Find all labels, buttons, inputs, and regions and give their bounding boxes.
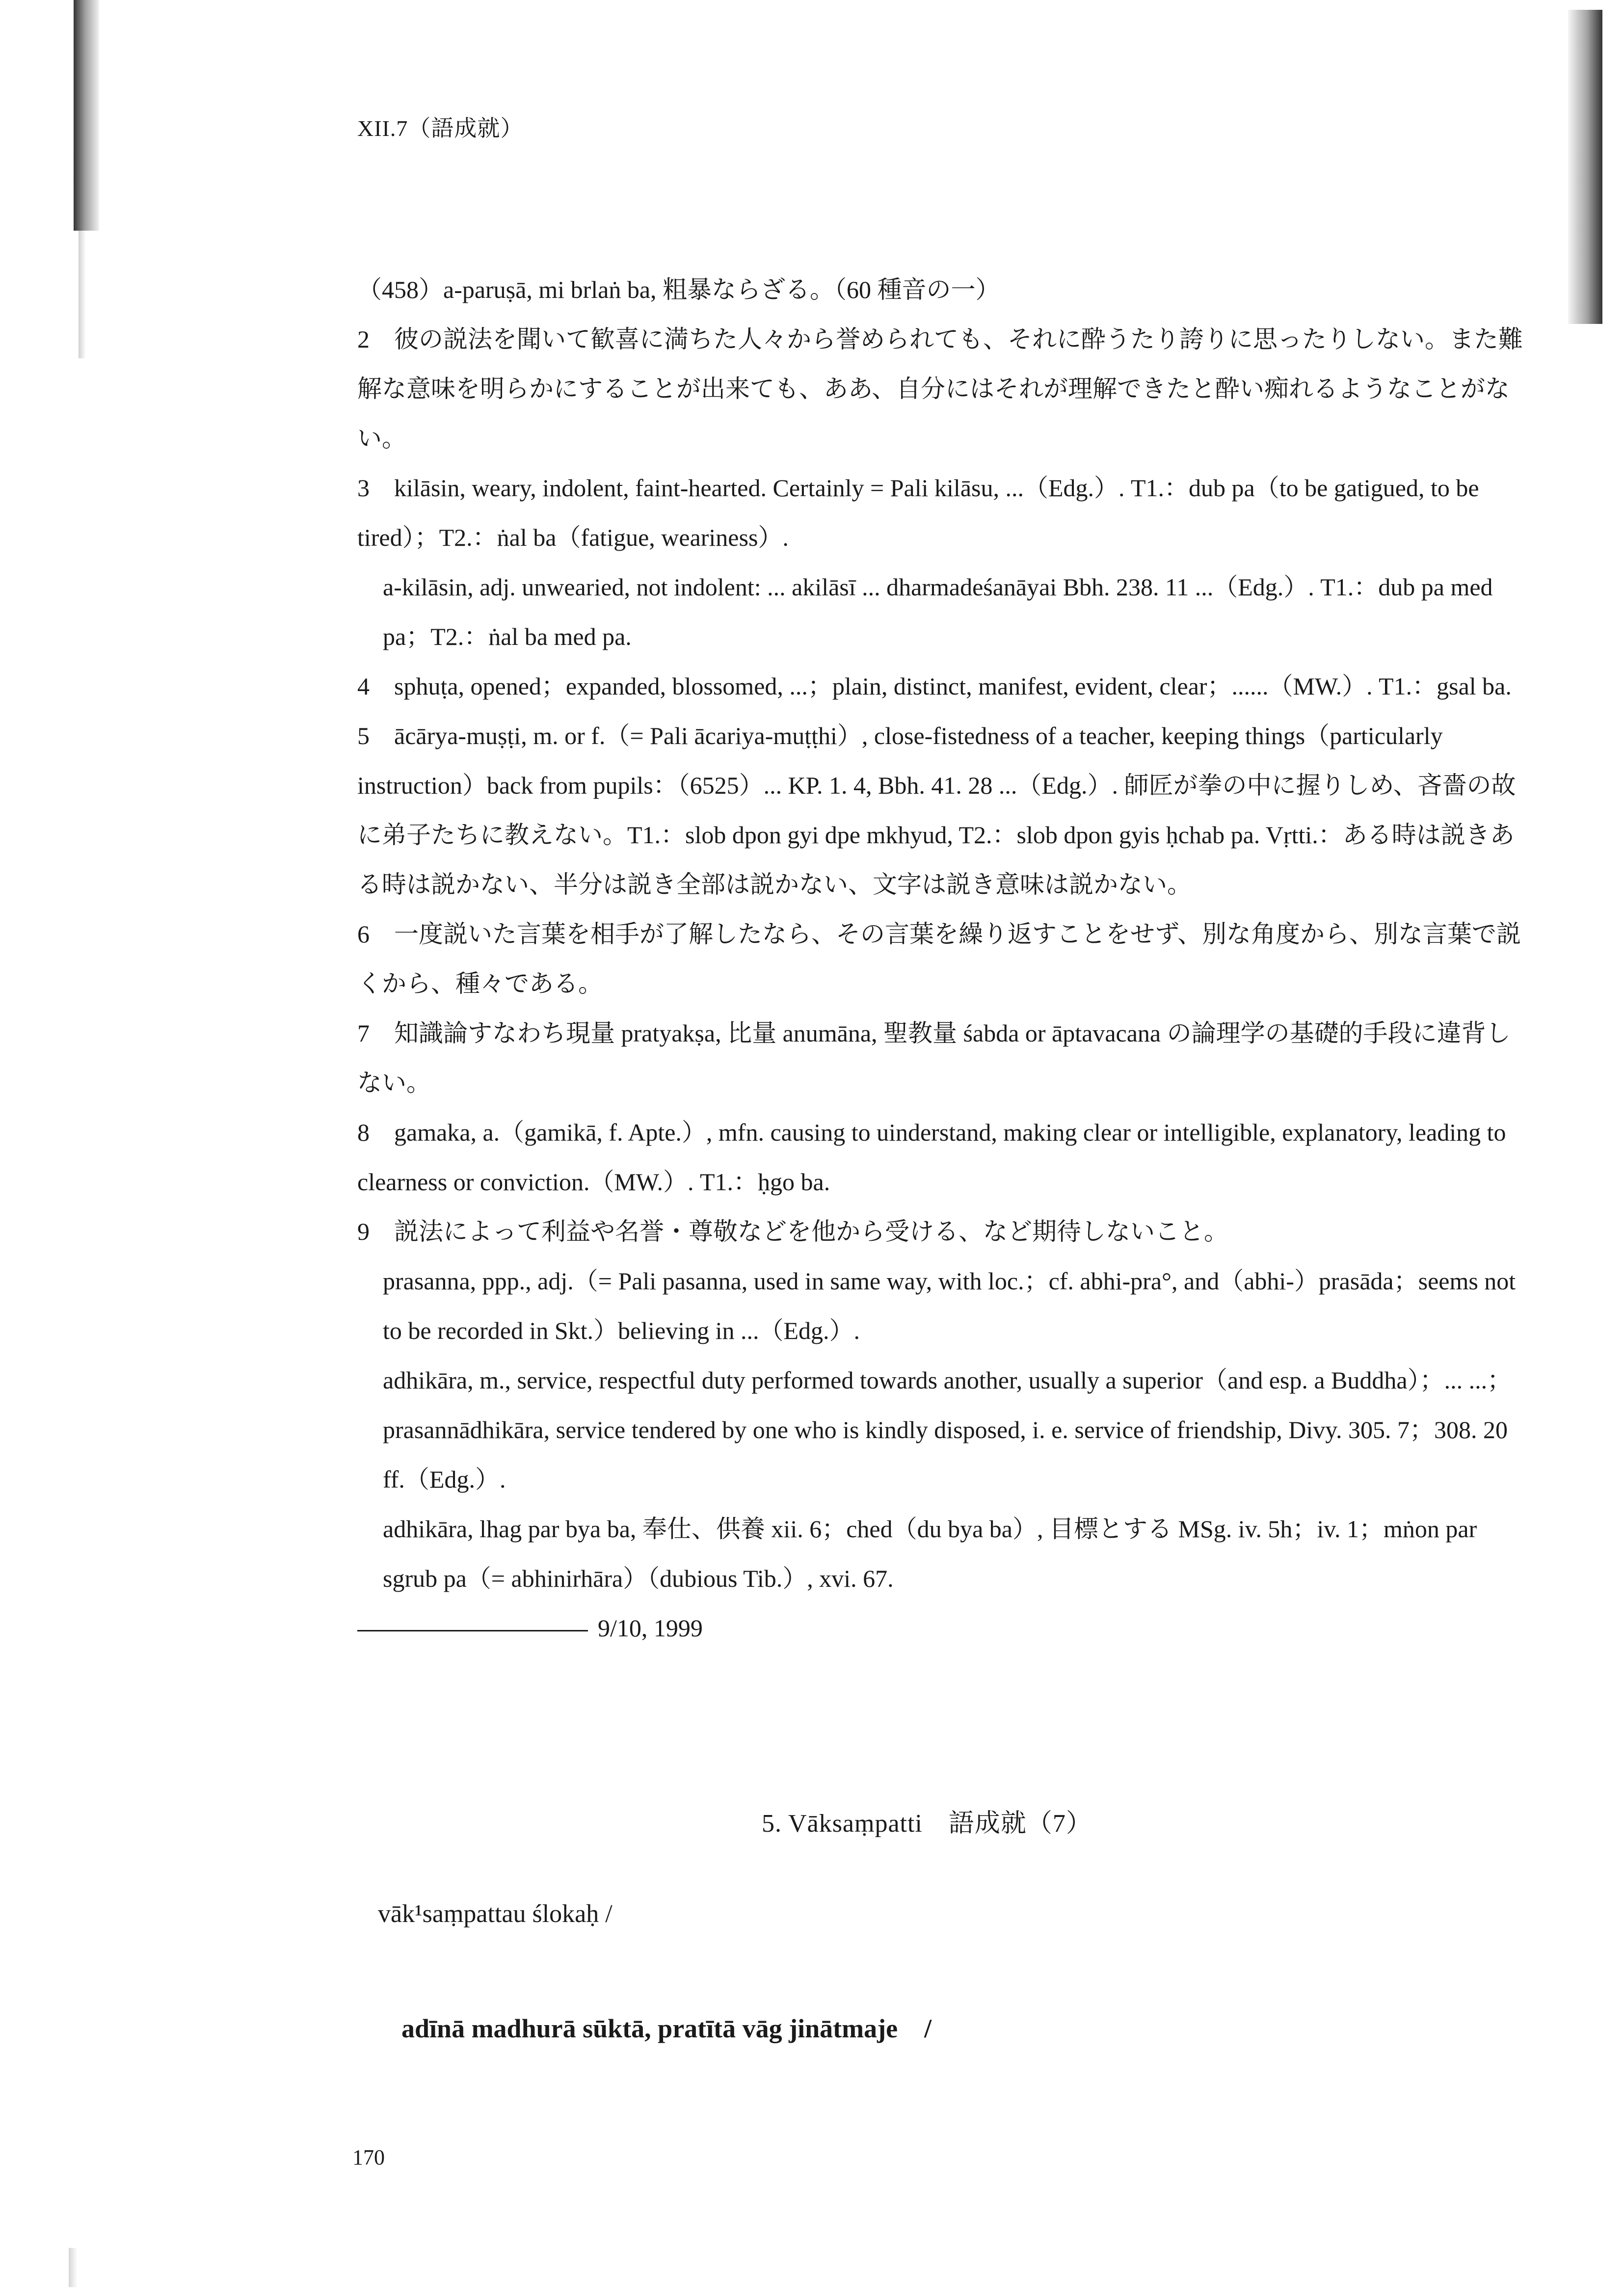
page-number: 170 (352, 2145, 385, 2169)
note-3: 3 kilāsin, weary, indolent, faint-hearted. Certainly = Pali kilāsu, ...（Edg.）. T1.：dub pa（to be gatigued, to be tired）；T2.：ṅal ba（fatigue, weariness）. (357, 474, 1479, 551)
notes-body (357, 265, 1525, 1653)
note-6: 6 一度説いた言葉を相手が了解したなら、その言葉を繰り返すことをせず、別な角度から、別な言葉で説くから、種々である。 (357, 920, 1521, 997)
horizontal-rule (357, 1630, 588, 1631)
note-8: 8 gamaka, a.（gamikā, f. Apte.）, mfn. causing to uinderstand, making clear or intelligible, explanatory, leading to clearness or conviction.（MW.）. T1.：ḥgo ba. (357, 1119, 1506, 1196)
verse-title: vāk¹saṃpattau ślokaḥ / (378, 1900, 612, 1928)
scan-edge-shadow-left-lower (79, 231, 85, 358)
note-3-akilasin: a-kilāsin, adj. unwearied, not indolent: ... akilāsī ... dharmadeśanāyai Bbh. 238. 11 ...（Edg.）. T1.：dub pa med pa；T2.：ṅal ba med pa. (383, 573, 1493, 650)
note-458: （458）a-paruṣā, mi brlaṅ ba, 粗暴ならざる。（60 種音の一） (357, 276, 1000, 303)
note-4: 4 sphuṭa, opened；expanded, blossomed, ...；plain, distinct, manifest, evident, clear；......（MW.）. T1.：gsal ba. (357, 672, 1512, 700)
verse-line: adīnā madhurā sūktā, pratītā vāg jinātmaje / (401, 2014, 932, 2043)
note-9: 9 説法によって利益や名誉・尊敬などを他から受ける、など期待しないこと。 (357, 1218, 1228, 1245)
scan-edge-mark-bottom (69, 2248, 78, 2287)
note-9-adhikara-tib: adhikāra, lhag par bya ba, 奉仕、供養 xii. 6；ched（du bya ba）, 目標とする MSg. iv. 5h；iv. 1；mṅon par sgrub pa（= abhinirhāra）（dubious Tib.）, xvi. 67. (383, 1515, 1477, 1592)
date-line (357, 1603, 1525, 1653)
scan-edge-shadow-left (74, 0, 99, 231)
running-header: XII.7（語成就） (357, 116, 524, 141)
note-9-adhikara: adhikāra, m., service, respectful duty performed towards another, usually a superior（and esp. a Buddha）；... ...；prasannādhikāra, service tendered by one who is kindly disposed, i. e. service of friendship, Divy. 305. 7；308. 20 ff.（Edg.）. (383, 1366, 1512, 1493)
note-2: 2 彼の説法を聞いて歓喜に満ちた人々から誉められても、それに酔うたり誇りに思ったりしない。また難解な意味を明らかにすることが出来ても、ああ、自分にはそれが理解できたと酔い痴れるようなことがない。 (357, 325, 1523, 452)
date: 9/10, 1999 (598, 1614, 703, 1642)
section-heading: 5. Vāksaṃpatti 語成就（7） (762, 1810, 1092, 1838)
note-9-prasanna: prasanna, ppp., adj.（= Pali pasanna, used in same way, with loc.；cf. abhi-pra°, and（abhi-）prasāda；seems not to be recorded in Skt.）believing in ...（Edg.）. (383, 1267, 1516, 1344)
note-7: 7 知識論すなわち現量 pratyakṣa, 比量 anumāna, 聖教量 śabda or āptavacana の論理学の基礎的手段に違背しない。 (357, 1019, 1511, 1096)
note-5: 5 ācārya-muṣṭi, m. or f.（= Pali ācariya-muṭṭhi）, close-fistedness of a teacher, keeping things（particularly instruction）back from pupils：（6525）... KP. 1. 4, Bbh. 41. 28 ...（Edg.）. 師匠が拳の中に握りしめ、吝嗇の故に弟子たちに教えない。T1.：slob dpon gyi dpe mkhyud, T2.：slob dpon gyis ḥchab pa. Vṛtti.：ある時は説きある時は説かない、半分は説き全部は説かない、文字は説き意味は説かない。 (357, 722, 1516, 898)
scan-edge-shadow-right (1568, 10, 1602, 324)
